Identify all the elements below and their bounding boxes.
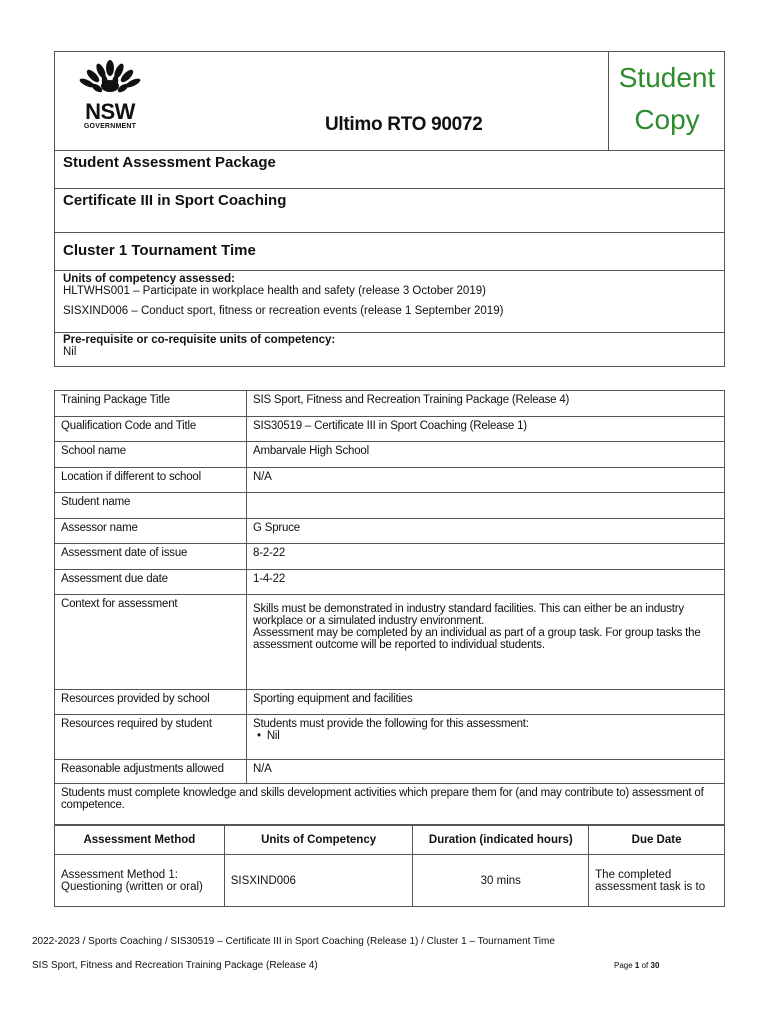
table-row xyxy=(55,468,725,493)
table-row xyxy=(55,442,725,468)
prereq-heading: Pre-requisite or co-requisite units of competency: xyxy=(63,334,336,346)
nsw-government-logo xyxy=(75,60,145,130)
resources-student-label: Resources required by student xyxy=(55,715,247,760)
rto-title: Ultimo RTO 90072 xyxy=(325,114,483,135)
copy-line-2: Copy xyxy=(634,104,700,135)
page-current: 1 xyxy=(634,961,640,970)
row-label: Qualification Code and Title xyxy=(55,417,247,442)
table-row xyxy=(55,391,725,417)
certificate-title: Certificate III in Sport Coaching xyxy=(63,192,287,209)
context-value xyxy=(247,595,725,690)
due-date-cell: The completed assessment task is to xyxy=(589,855,725,907)
table-row xyxy=(55,595,725,690)
context-label: Context for assessment xyxy=(55,595,247,690)
method-cell: Assessment Method 1: Questioning (written or oral) xyxy=(55,855,225,907)
row-value: 8-2-22 xyxy=(247,544,725,570)
page-total: 30 xyxy=(650,961,660,970)
resources-student-text: Students must provide the following for this assessment: xyxy=(253,718,529,730)
footer-course-line: 2022-2023 / Sports Coaching / SIS30519 – Certificate III in Sport Coaching (Release 1) / Cluster 1 – Tournament Time xyxy=(32,936,555,947)
table-row xyxy=(55,715,725,760)
competence-notice: Students must complete knowledge and skills development activities which prepare them for (and may contribute to) assessment of competence. xyxy=(55,784,725,825)
column-header: Duration (indicated hours) xyxy=(413,826,589,855)
page-of: of xyxy=(641,961,649,970)
row-label: Training Package Title xyxy=(55,391,247,417)
header-box xyxy=(54,51,725,367)
assessment-methods-table xyxy=(54,825,725,907)
logo-wordmark: NSW xyxy=(85,99,135,124)
table-row xyxy=(55,760,725,784)
row-value: SIS30519 – Certificate III in Sport Coaching (Release 1) xyxy=(247,417,725,442)
package-row xyxy=(55,150,724,188)
page-number xyxy=(614,961,659,970)
table-row xyxy=(55,493,725,519)
unit-hltwhs001: HLTWHS001 – Participate in workplace health and safety (release 3 October 2019) xyxy=(63,285,486,297)
row-value: N/A xyxy=(247,468,725,493)
copy-line-1: Student xyxy=(618,62,716,93)
unit-cell: SISXIND006 xyxy=(224,855,413,907)
cluster-row xyxy=(55,232,724,270)
unit-sisxind006: SISXIND006 – Conduct sport, fitness or recreation events (release 1 September 2019) xyxy=(63,305,504,317)
logo-subtitle: GOVERNMENT xyxy=(83,123,137,130)
resources-school-value: Sporting equipment and facilities xyxy=(247,690,725,715)
logo-cell xyxy=(55,52,608,150)
table-row xyxy=(55,855,725,907)
table-row xyxy=(55,544,725,570)
row-label: Assessment due date xyxy=(55,570,247,595)
column-header: Assessment Method xyxy=(55,826,225,855)
bullet-text: Nil xyxy=(266,730,280,742)
row-label: Assessor name xyxy=(55,519,247,544)
package-title: Student Assessment Package xyxy=(63,154,276,171)
context-paragraph-1: Skills must be demonstrated in industry standard facilities. This can either be an industry workplace or a simulated industry environment. xyxy=(253,603,684,627)
column-header: Due Date xyxy=(589,826,725,855)
row-value: SIS Sport, Fitness and Recreation Training Package (Release 4) xyxy=(247,391,725,417)
list-item xyxy=(253,730,718,742)
page-prefix: Page xyxy=(614,961,633,970)
adjustments-label: Reasonable adjustments allowed xyxy=(55,760,247,784)
bullet-icon: • xyxy=(257,730,267,742)
row-value: Ambarvale High School xyxy=(247,442,725,468)
adjustments-value: N/A xyxy=(247,760,725,784)
cluster-title: Cluster 1 Tournament Time xyxy=(63,242,256,259)
resources-school-label: Resources provided by school xyxy=(55,690,247,715)
table-header-row xyxy=(55,826,725,855)
table-row xyxy=(55,784,725,825)
resources-student-value xyxy=(247,715,725,760)
row-value: 1-4-22 xyxy=(247,570,725,595)
waratah-icon xyxy=(75,60,145,96)
units-row xyxy=(55,270,724,332)
student-copy-label xyxy=(608,52,725,150)
table-row xyxy=(55,570,725,595)
column-header: Units of Competency xyxy=(224,826,413,855)
table-row xyxy=(55,417,725,442)
row-label: Assessment date of issue xyxy=(55,544,247,570)
units-heading: Units of competency assessed: xyxy=(63,273,235,285)
assessment-info-table xyxy=(54,390,725,825)
row-label: Student name xyxy=(55,493,247,519)
footer-package-line: SIS Sport, Fitness and Recreation Training Package (Release 4) xyxy=(32,960,318,971)
certificate-row xyxy=(55,188,724,232)
duration-cell: 30 mins xyxy=(413,855,589,907)
row-value: G Spruce xyxy=(247,519,725,544)
student-name-field[interactable] xyxy=(247,493,725,519)
table-row xyxy=(55,519,725,544)
context-paragraph-2: Assessment may be completed by an individual as part of a group task. For group tasks the assessment outcome will be reported to individual students. xyxy=(253,627,701,651)
prereq-row xyxy=(55,332,724,367)
row-label: Location if different to school xyxy=(55,468,247,493)
row-label: School name xyxy=(55,442,247,468)
prereq-value: Nil xyxy=(63,346,77,358)
table-row xyxy=(55,690,725,715)
